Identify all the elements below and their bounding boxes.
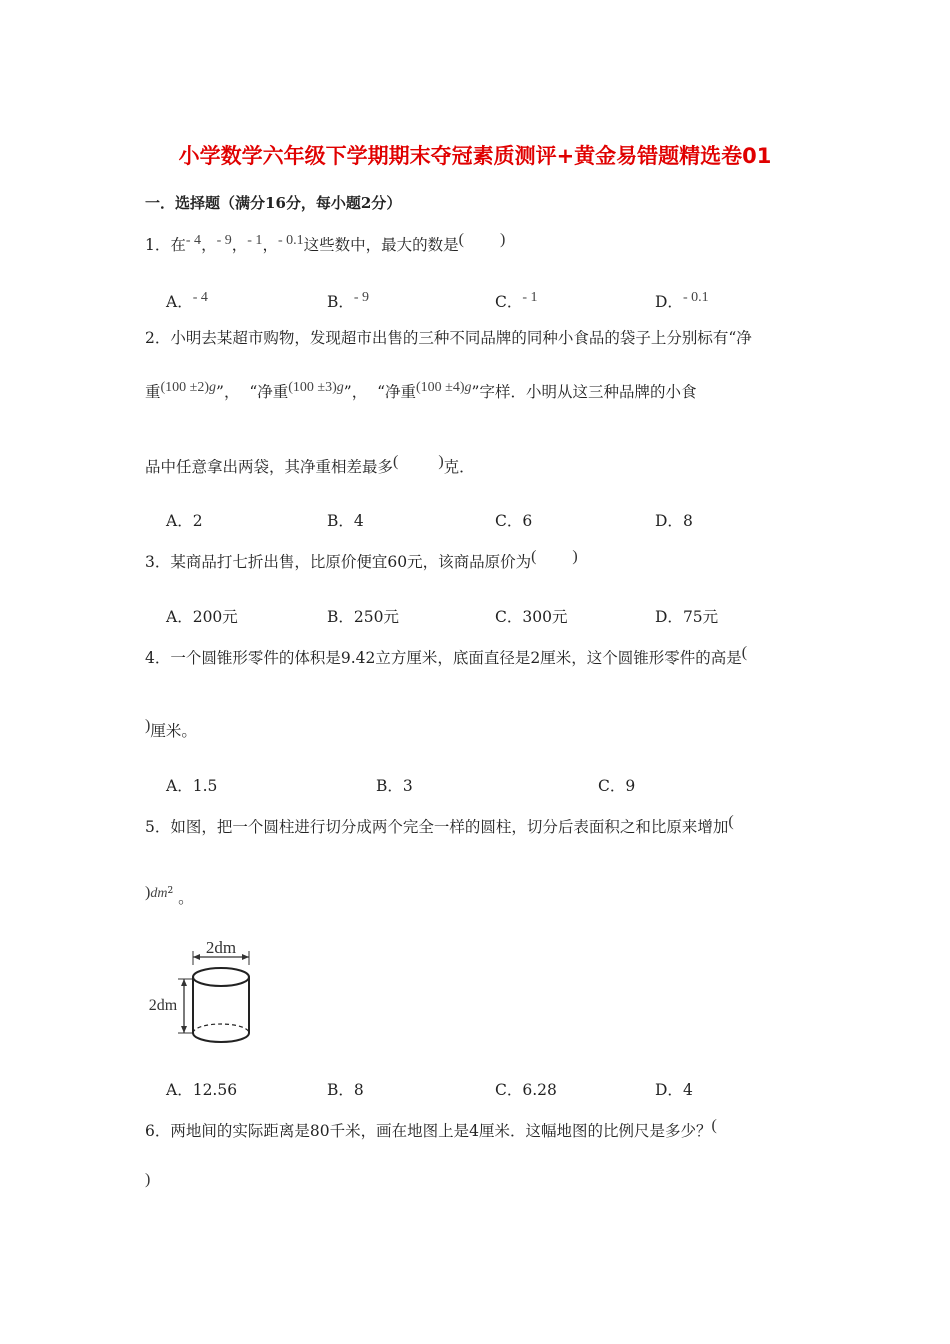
arrow-head-right (242, 954, 249, 960)
section-heading: 一．选择题（满分16分，每小题2分） (145, 194, 402, 212)
question-1: 1．在- 4，- 9，- 1，- 0.1这些数中，最大的数是( ) (145, 231, 506, 254)
option-d[interactable]: D．8 (655, 512, 693, 530)
option-c[interactable]: C．6 (495, 512, 533, 530)
question-6-line-1: 6．两地间的实际距离是80千米，画在地图上是4厘米．这幅地图的比例尺是多少？( (145, 1117, 717, 1140)
answer-blank-open: ( (458, 231, 464, 248)
question-3: 3．某商品打七折出售，比原价便宜60元，该商品原价为( ) (145, 548, 578, 571)
option-a[interactable]: A．200元 (166, 608, 238, 626)
page-title: 小学数学六年级下学期期末夺冠素质测评+黄金易错题精选卷01 (178, 144, 772, 168)
question-number: 1． (145, 236, 171, 254)
option-b[interactable]: B．3 (376, 777, 413, 795)
answer-blank-close: ) (145, 717, 151, 734)
question-5-line-2: )$dm^2$ 。 (145, 884, 194, 907)
unit-dm: dm (150, 886, 168, 901)
question-6-line-2 (145, 1171, 151, 1195)
question-4-line-2: )厘米。 (145, 717, 197, 740)
option-b[interactable]: B．- 9 (327, 290, 370, 311)
option-c[interactable]: C．- 1 (495, 290, 538, 311)
option-a[interactable]: A．1.5 (166, 777, 218, 795)
answer-blank-open: ( (741, 644, 748, 661)
answer-blank-close: ) (499, 231, 506, 248)
question-2-line-1: 2．小明去某超市购物，发现超市出售的三种不同品牌的同种小食品的袋子上分别标有“净 (145, 329, 752, 347)
option-b[interactable]: B．4 (327, 512, 364, 530)
option-a[interactable]: A．- 4 (166, 290, 208, 311)
option-d[interactable]: D．4 (655, 1081, 693, 1099)
answer-blank-open: ( (393, 453, 399, 470)
cylinder-top (193, 968, 249, 986)
option-c[interactable]: C．9 (598, 777, 636, 795)
top-label: 2dm (205, 938, 237, 957)
option-a[interactable]: A．2 (166, 512, 203, 530)
option-c[interactable]: C．6.28 (495, 1081, 557, 1099)
answer-blank-open: ( (531, 548, 537, 565)
answer-blank-close: ) (572, 548, 578, 565)
answer-blank-close: ) (438, 453, 444, 470)
question-2-line-2: 重(100 ±2)g”， “净重(100 ±3)g”， “净重(100 ±4)g”字样．小明从这三种品牌的小食 (145, 380, 697, 401)
answer-blank-open: ( (728, 813, 734, 830)
option-d[interactable]: D．75元 (655, 608, 719, 626)
answer-blank-close: ) (145, 1171, 151, 1188)
option-c[interactable]: C．300元 (495, 608, 568, 626)
option-a[interactable]: A．12.56 (166, 1081, 238, 1099)
option-d[interactable]: D．- 0.1 (655, 290, 709, 311)
option-b[interactable]: B．8 (327, 1081, 364, 1099)
question-5-line-1: 5．如图，把一个圆柱进行切分成两个完全一样的圆柱，切分后表面积之和比原来增加( (145, 813, 734, 836)
option-b[interactable]: B．250元 (327, 608, 399, 626)
arrow-head-left (193, 954, 200, 960)
question-4-line-1: 4．一个圆锥形零件的体积是9.42立方厘米，底面直径是2厘米，这个圆锥形零件的高是( (145, 644, 748, 667)
answer-blank-open: ( (711, 1117, 717, 1134)
answer-blank-close: ) (145, 884, 151, 901)
side-label: 2dm (148, 997, 178, 1014)
cylinder-bottom-front (193, 1033, 249, 1042)
question-2-line-3: 品中任意拿出两袋，其净重相差最多( )克． (145, 453, 475, 476)
cylinder-figure (143, 935, 263, 1045)
cylinder-bottom-back (193, 1024, 249, 1033)
